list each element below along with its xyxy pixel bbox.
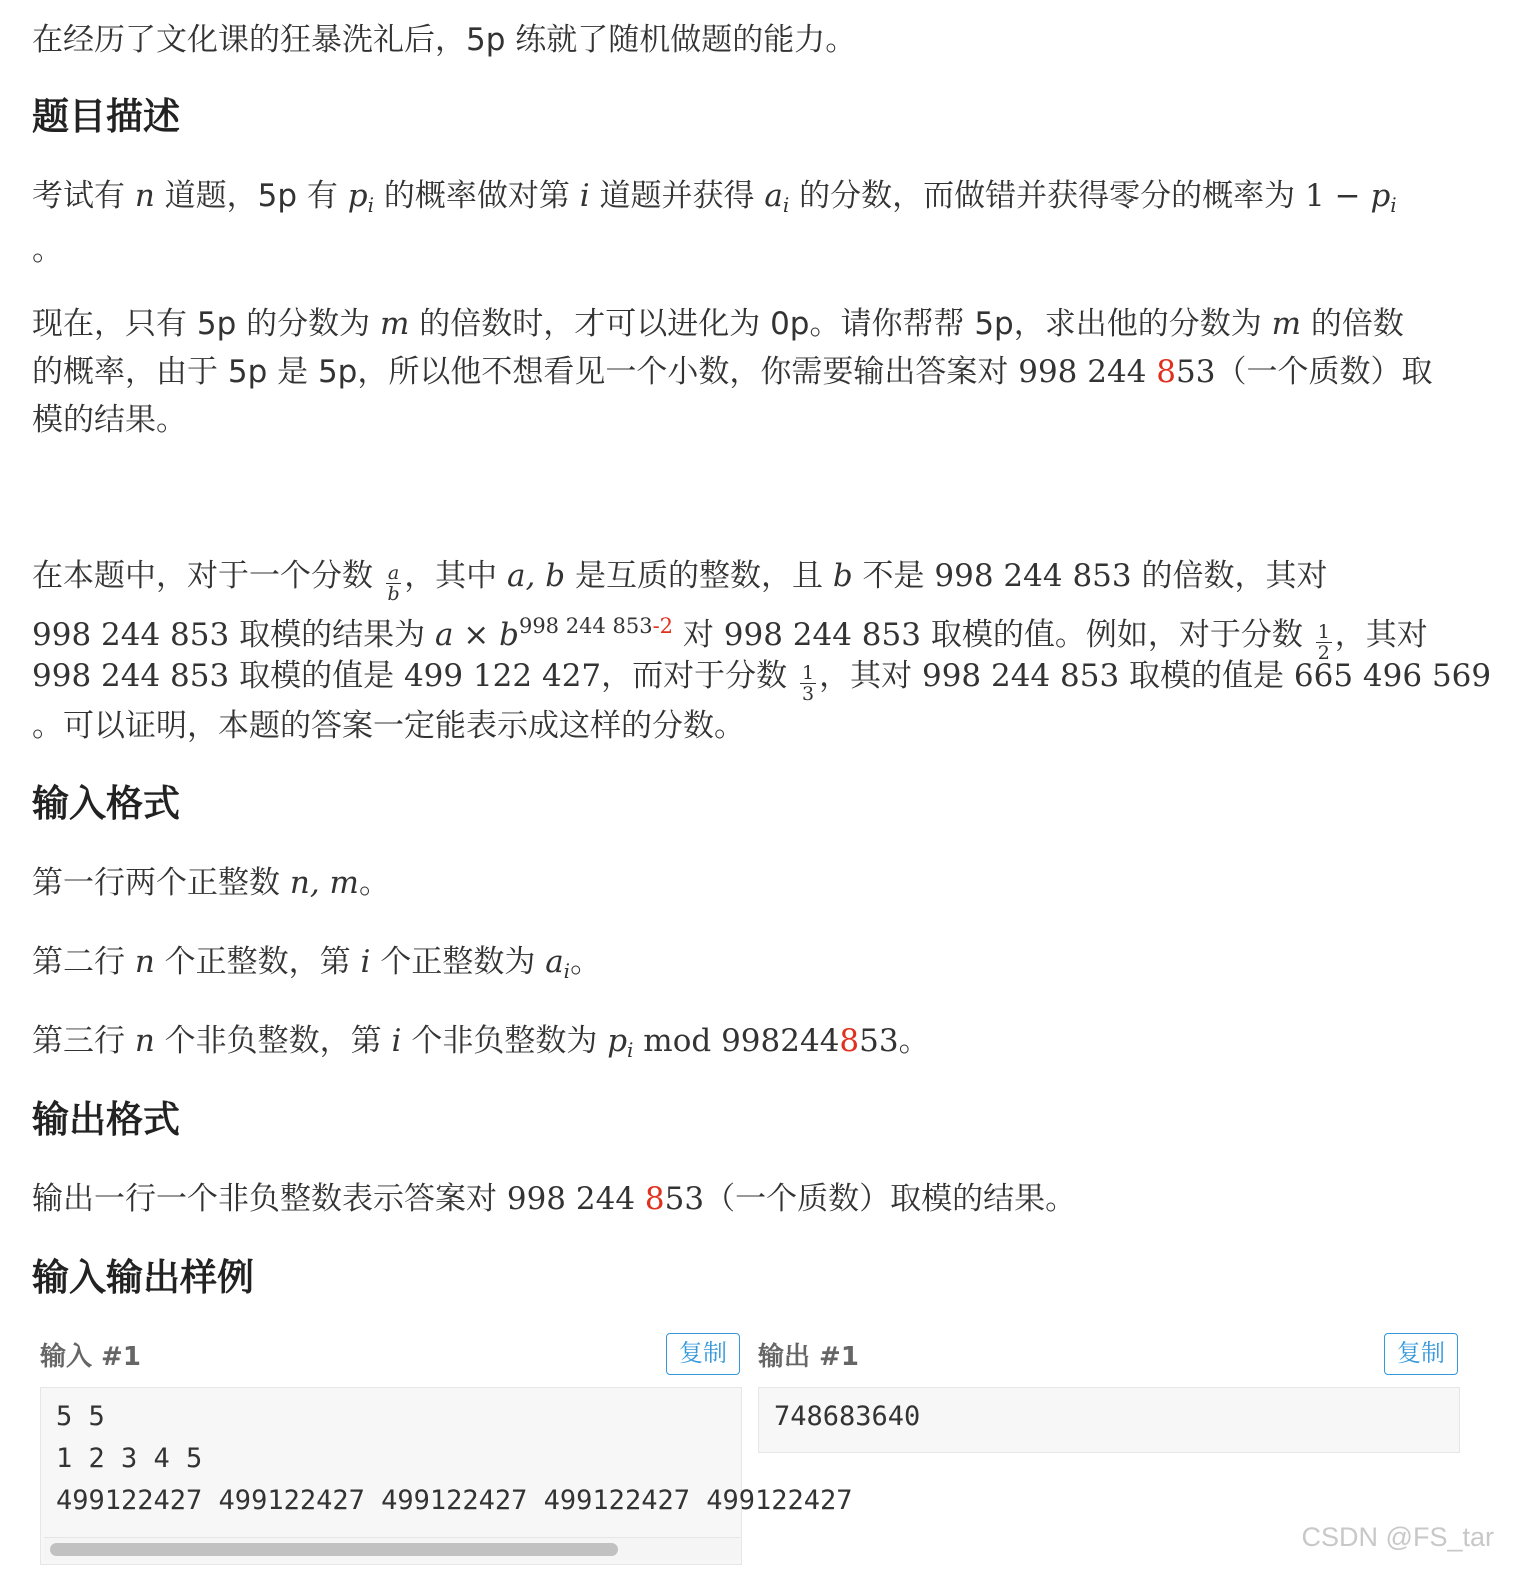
description-paragraph-2-line-1: 现在，只有 5p 的分数为 m 的倍数时，才可以进化为 0p。请你帮帮 5p，求出他的分数为 m 的倍数 bbox=[32, 306, 1404, 342]
copy-input-button[interactable]: 复制 bbox=[666, 1333, 740, 1375]
sample-heading: 输入输出样例 bbox=[32, 1256, 254, 1299]
description-paragraph-3-line-2: 998 244 853 取模的结果为 $a \times b^{998 244 853-2}$ 对 998 244 853 取模的值。例如，对于分数 $\frac{1}{2}$ ，其对 bbox=[32, 614, 1428, 664]
description-paragraph-3-line-1: 在本题中，对于一个分数 $\frac{a}{b}$ ，其中 a, b 是互质的整数，且 b 不是 998 244 853 的倍数，其对 bbox=[32, 558, 1328, 605]
description-paragraph-3-line-4: 。可以证明，本题的答案一定能表示成这样的分数。 bbox=[32, 708, 745, 744]
sample-input-label: 输入 #1 bbox=[40, 1342, 141, 1372]
input-format-line-3: 第三行 n 个非负整数，第 i 个非负整数为 $p_i$ mod 998244853。 bbox=[32, 1023, 930, 1062]
fraction-a-over-b: $\frac{a}{b}$ bbox=[387, 562, 400, 605]
fraction-one-half: $\frac{1}{2}$ bbox=[1317, 621, 1330, 664]
description-paragraph-1: 考试有 n 道题，5p 有 $p_i$ 的概率做对第 i 道题并获得 $a_i$ 的分数，而做错并获得零分的概率为 $1 - p_i$ bbox=[32, 178, 1397, 217]
output-format-line: 输出一行一个非负整数表示答案对 998 244 853（一个质数）取模的结果。 bbox=[32, 1181, 1077, 1217]
description-paragraph-1-end: 。 bbox=[32, 232, 63, 268]
description-paragraph-2-line-3: 模的结果。 bbox=[32, 402, 187, 438]
sample-input-code[interactable]: 5 5 1 2 3 4 5 499122427 499122427 499122427 499122427 499122427 bbox=[40, 1387, 742, 1565]
intro-text: 在经历了文化课的狂暴洗礼后，5p 练就了随机做题的能力。 bbox=[32, 22, 857, 58]
copy-output-button[interactable]: 复制 bbox=[1384, 1333, 1458, 1375]
fraction-one-third: $\frac{1}{3}$ bbox=[802, 662, 815, 705]
description-paragraph-3-line-3: 998 244 853 取模的值是 499 122 427，而对于分数 $\frac{1}{3}$ ，其对 998 244 853 取模的值是 665 496 569 bbox=[32, 658, 1492, 705]
watermark: CSDN @FS_tar bbox=[1301, 1522, 1494, 1552]
sample-output-label: 输出 #1 bbox=[758, 1342, 859, 1372]
sample-input-scrollbar[interactable] bbox=[44, 1537, 740, 1560]
input-format-heading: 输入格式 bbox=[32, 782, 180, 825]
description-paragraph-2-line-2: 的概率，由于 5p 是 5p，所以他不想看见一个小数，你需要输出答案对 998 244 853（一个质数）取 bbox=[32, 354, 1433, 390]
sample-output-code[interactable]: 748683640 bbox=[758, 1387, 1460, 1453]
scrollbar-thumb[interactable] bbox=[50, 1543, 618, 1556]
output-format-heading: 输出格式 bbox=[32, 1098, 180, 1141]
input-format-line-1: 第一行两个正整数 n, m。 bbox=[32, 865, 390, 901]
description-heading: 题目描述 bbox=[32, 95, 180, 138]
input-format-line-2: 第二行 n 个正整数，第 i 个正整数为 $a_i$。 bbox=[32, 944, 602, 983]
